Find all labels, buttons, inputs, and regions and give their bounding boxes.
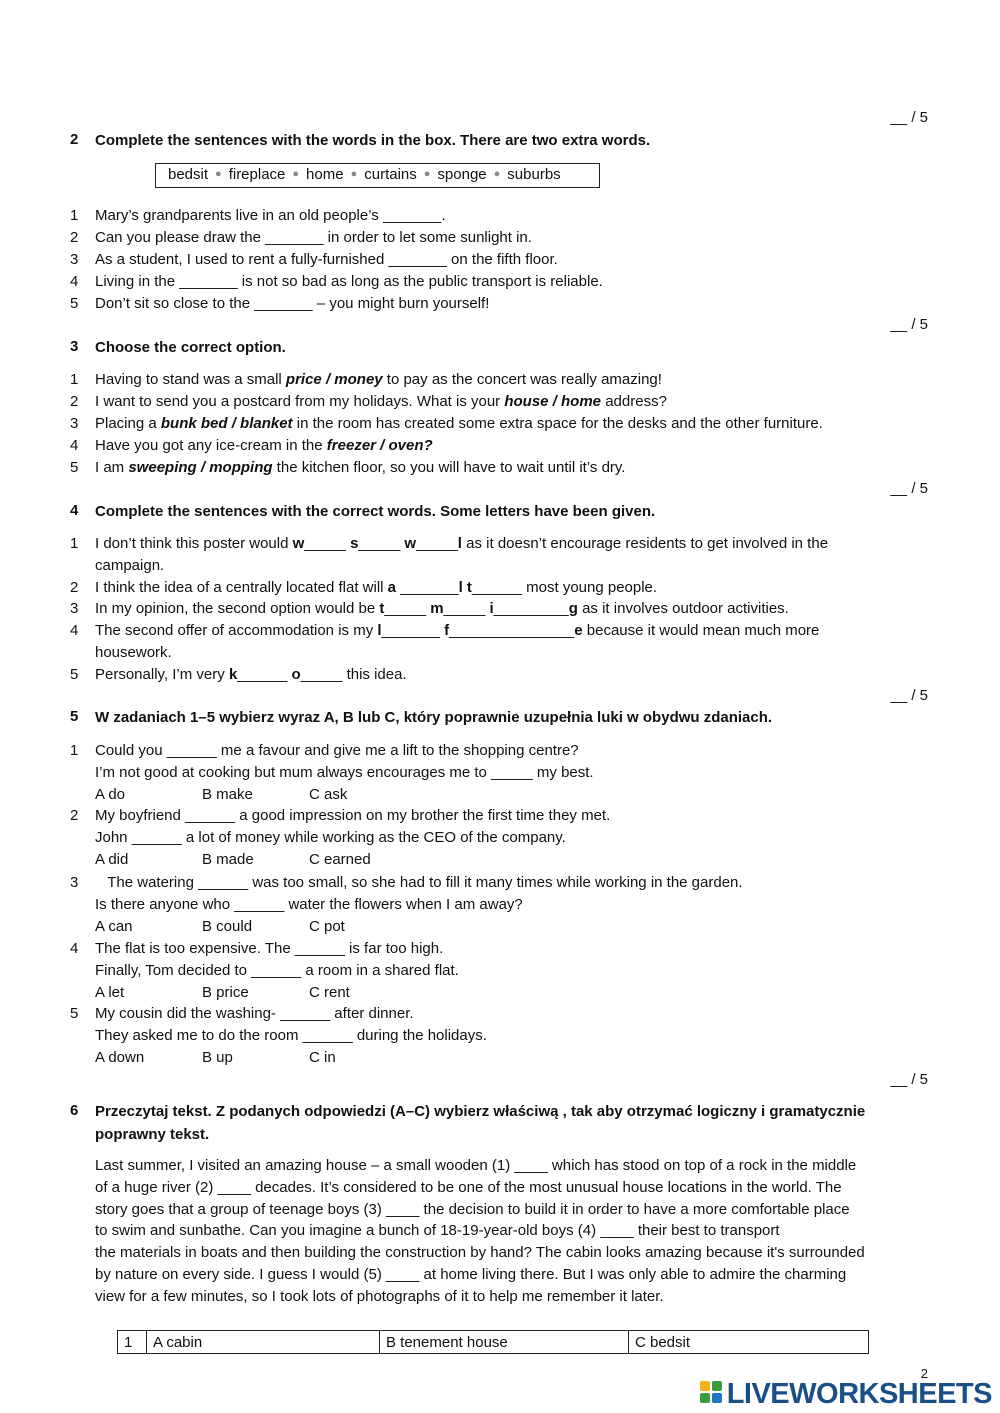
liveworksheets-logo <box>700 1378 992 1411</box>
ex3-item: 4 Have you got any ice-cream in the freezer / oven? <box>70 437 433 454</box>
ex2-item: 5 Don’t sit so close to the _______ – you might burn yourself! <box>70 295 490 312</box>
ex5-item: 3 The watering ______ was too small, so she had to fill it many times while working in the garden. Is there anyone who ______ water the flowers when I am away? A can B could C pot <box>70 872 930 937</box>
option-choice[interactable]: sweeping / mopping <box>128 459 273 476</box>
option-a[interactable]: A did <box>95 850 129 868</box>
option-c[interactable]: C in <box>309 1048 336 1066</box>
ex3-item: 1 Having to stand was a small price / money to pay as the concert was really amazing! <box>70 371 662 388</box>
ex5-item: 2 My boyfriend ______ a good impression on my brother the first time they met. John ______ a lot of money while working as the CEO of the company. A did B made C earned <box>70 805 930 870</box>
ex4-item: 3 In my opinion, the second option would be t_____ m_____ i_________g as it involves outdoor activities. <box>70 600 789 617</box>
text-line: to swim and sunbathe. Can you imagine a bunch of 18-19-year-old boys (4) ____ their best to transport <box>95 1222 780 1240</box>
exercise-2-number: 2 <box>70 131 79 148</box>
word-home: home <box>306 166 344 183</box>
answer-table <box>117 1330 869 1354</box>
ex3-item: 3 Placing a bunk bed / blanket in the room has created some extra space for the desks and the other furniture. <box>70 415 823 432</box>
text-line: Last summer, I visited an amazing house – a small wooden (1) ____ which has stood on top of a rock in the middle <box>95 1157 857 1174</box>
ex5-item: 5 My cousin did the washing- ______ after dinner. They asked me to do the room ______ during the holidays. A down B up C in <box>70 1003 930 1068</box>
ex3-item: 2 I want to send you a postcard from my holidays. What is your house / home address? <box>70 393 667 410</box>
exercise-3-title: Choose the correct option. <box>95 339 286 356</box>
option-b[interactable]: B make <box>202 785 253 803</box>
option-c[interactable]: C earned <box>309 850 371 868</box>
text-line: of a huge river (2) ____ decades. It’s considered to be one of the most unusual house locations in the world. The <box>95 1178 842 1196</box>
answer-option-c[interactable]: C bedsit <box>629 1331 869 1354</box>
option-c[interactable]: C rent <box>309 983 350 1001</box>
answer-option-a[interactable]: A cabin <box>147 1331 380 1354</box>
option-b[interactable]: B could <box>202 917 253 935</box>
option-c[interactable]: C ask <box>309 785 348 803</box>
ex4-item: 5 Personally, I’m very k______ o_____ this idea. <box>70 666 407 683</box>
option-choice[interactable]: price / money <box>285 371 383 388</box>
exercise-6-title: Przeczytaj tekst. Z podanych odpowiedzi (A–C) wybierz właściwą , tak aby otrzymać logiczny i gramatycznie poprawny tekst. <box>95 1103 866 1143</box>
score-ex6: __ / 5 <box>890 1071 928 1088</box>
text-line: story goes that a group of teenage boys (3) ____ the decision to build it in order to have a more comfortable place <box>95 1200 850 1218</box>
ex3-item: 5 I am sweeping / mopping the kitchen floor, so you will have to wait until it’s dry. <box>70 459 626 476</box>
table-row <box>118 1331 869 1354</box>
option-b[interactable]: B made <box>202 850 254 868</box>
word-sponge: sponge <box>437 166 487 183</box>
exercise-5-number: 5 <box>70 708 79 725</box>
option-choice[interactable]: freezer / oven? <box>326 437 433 454</box>
ex2-item: 3 As a student, I used to rent a fully-furnished _______ on the fifth floor. <box>70 251 558 268</box>
score-ex2: __ / 5 <box>890 109 928 126</box>
option-a[interactable]: A do <box>95 785 126 803</box>
logo-mark-icon <box>700 1381 724 1405</box>
word-fireplace: fireplace <box>228 166 286 183</box>
exercise-6-number: 6 <box>70 1102 79 1119</box>
option-choice[interactable]: house / home <box>504 393 602 410</box>
exercise-4-number: 4 <box>70 502 79 519</box>
word-curtains: curtains <box>364 166 417 183</box>
option-b[interactable]: B up <box>202 1048 233 1066</box>
score-ex3: __ / 5 <box>890 316 928 333</box>
option-c[interactable]: C pot <box>309 917 345 935</box>
exercise-2-title: Complete the sentences with the words in the box. There are two extra words. <box>95 132 651 149</box>
page-number: 2 <box>920 1366 928 1381</box>
ex4-item: 1 I don’t think this poster would w_____ s_____ w_____l as it doesn’t encourage residents to get involved in the campaign. <box>70 535 829 574</box>
option-a[interactable]: A let <box>95 983 125 1001</box>
word-box: bedsit ● fireplace ● home ● curtains ● sponge ● suburbs <box>155 163 600 188</box>
ex2-item: 1 Mary’s grandparents live in an old people’s _______. <box>70 207 446 224</box>
text-line: the materials in boats and then building the construction by hand? The cabin looks amazing because it's surrounded <box>95 1244 865 1262</box>
word-bedsit: bedsit <box>168 166 209 183</box>
ex2-item: 2 Can you please draw the _______ in order to let some sunlight in. <box>70 229 532 246</box>
option-a[interactable]: A down <box>95 1048 145 1066</box>
word-suburbs: suburbs <box>507 166 561 183</box>
score-ex5: __ / 5 <box>890 687 928 704</box>
exercise-4-title: Complete the sentences with the correct words. Some letters have been given. <box>95 503 656 520</box>
text-line: by nature on every side. I guess I would (5) ____ at home living there. But I was only able to admire the charming <box>95 1265 847 1283</box>
reading-text <box>95 1155 930 1308</box>
ex4-item: 4 The second offer of accommodation is my l_______ f_______________e because it would mean much more housework. <box>70 622 820 661</box>
option-a[interactable]: A can <box>95 917 133 935</box>
exercise-5-title: W zadaniach 1–5 wybierz wyraz A, B lub C, który poprawnie uzupełnia luki w obydwu zdaniach. <box>95 709 773 726</box>
exercise-3-number: 3 <box>70 338 79 355</box>
option-b[interactable]: B price <box>202 983 249 1001</box>
text-line: view for a few minutes, so I took lots of photographs of it to help me remember it later. <box>95 1287 664 1305</box>
ex5-item: 1 Could you ______ me a favour and give me a lift to the shopping centre? I’m not good at cooking but mum always encourages me to _____ my best. A do B make C ask <box>70 740 930 805</box>
logo-text: LIVEWORKSHEETS <box>726 1378 992 1410</box>
answer-option-b[interactable]: B tenement house <box>380 1331 629 1354</box>
ex4-item: 2 I think the idea of a centrally located flat will a _______l t______ most young people. <box>70 579 658 596</box>
ex2-item: 4 Living in the _______ is not so bad as long as the public transport is reliable. <box>70 273 603 290</box>
score-ex4: __ / 5 <box>890 480 928 497</box>
option-choice[interactable]: bunk bed / blanket <box>160 415 293 432</box>
ex5-item: 4 The flat is too expensive. The ______ is far too high. Finally, Tom decided to ______ a room in a shared flat. A let B price C rent <box>70 938 930 1003</box>
row-number: 1 <box>118 1331 147 1354</box>
